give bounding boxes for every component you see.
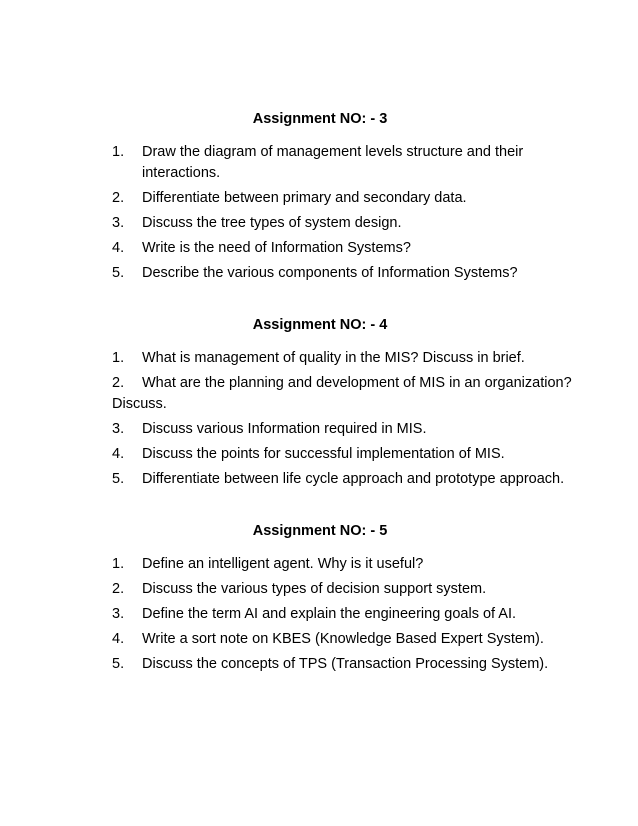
question-list (112, 554, 572, 675)
question-text: Discuss various Information required in MIS. (142, 421, 427, 437)
question-number: 4. (112, 631, 125, 647)
question-item (112, 188, 572, 209)
question-number: 2. (112, 375, 125, 391)
assignment-heading: Assignment NO: - 3 (252, 111, 388, 127)
question-number: 5. (112, 471, 125, 487)
question-text: Discuss the tree types of system design. (142, 215, 402, 231)
assignment-3-section (112, 110, 578, 284)
question-text: Define an intelligent agent. Why is it useful? (142, 556, 424, 572)
question-text: Draw the diagram of management levels structure and their interactions. (142, 144, 524, 181)
question-text: Differentiate between life cycle approach and prototype approach. (142, 471, 565, 487)
question-text: Write is the need of Information Systems? (142, 240, 411, 256)
question-item (112, 554, 572, 575)
assignment-5-section (112, 522, 578, 675)
question-item (112, 238, 572, 259)
question-item (112, 444, 572, 465)
question-item (112, 654, 572, 675)
question-item (112, 419, 572, 440)
question-number: 5. (112, 265, 125, 281)
question-text: Describe the various components of Information Systems? (142, 265, 518, 281)
question-number: 2. (112, 581, 125, 597)
question-text: Differentiate between primary and secondary data. (142, 190, 467, 206)
question-list (112, 348, 572, 490)
question-number: 3. (112, 421, 125, 437)
question-text: Discuss the points for successful implementation of MIS. (142, 446, 505, 462)
question-item (112, 579, 572, 600)
question-number: 1. (112, 144, 125, 160)
question-number: 1. (112, 350, 125, 366)
question-number: 4. (112, 446, 125, 462)
question-number: 2. (112, 190, 125, 206)
question-item (112, 142, 572, 184)
question-text: Write a sort note on KBES (Knowledge Based Expert System). (142, 631, 544, 647)
question-item (112, 373, 572, 415)
question-number: 1. (112, 556, 125, 572)
question-item (112, 348, 572, 369)
assignment-4-section (112, 316, 578, 490)
question-text: Discuss the various types of decision support system. (142, 581, 487, 597)
question-number: 3. (112, 215, 125, 231)
question-number: 3. (112, 606, 125, 622)
question-number: 4. (112, 240, 125, 256)
question-text: What is management of quality in the MIS? Discuss in brief. (142, 350, 525, 366)
question-number: 5. (112, 656, 125, 672)
question-list (112, 142, 572, 284)
question-item (112, 629, 572, 650)
assignment-heading: Assignment NO: - 5 (252, 523, 388, 539)
question-item (112, 604, 572, 625)
question-text: What are the planning and development of MIS in an organization? Discuss. (112, 375, 572, 412)
question-item (112, 213, 572, 234)
question-item (112, 263, 572, 284)
question-text: Discuss the concepts of TPS (Transaction Processing System). (142, 656, 549, 672)
question-text: Define the term AI and explain the engineering goals of AI. (142, 606, 517, 622)
question-item (112, 469, 572, 490)
assignment-heading: Assignment NO: - 4 (252, 317, 388, 333)
